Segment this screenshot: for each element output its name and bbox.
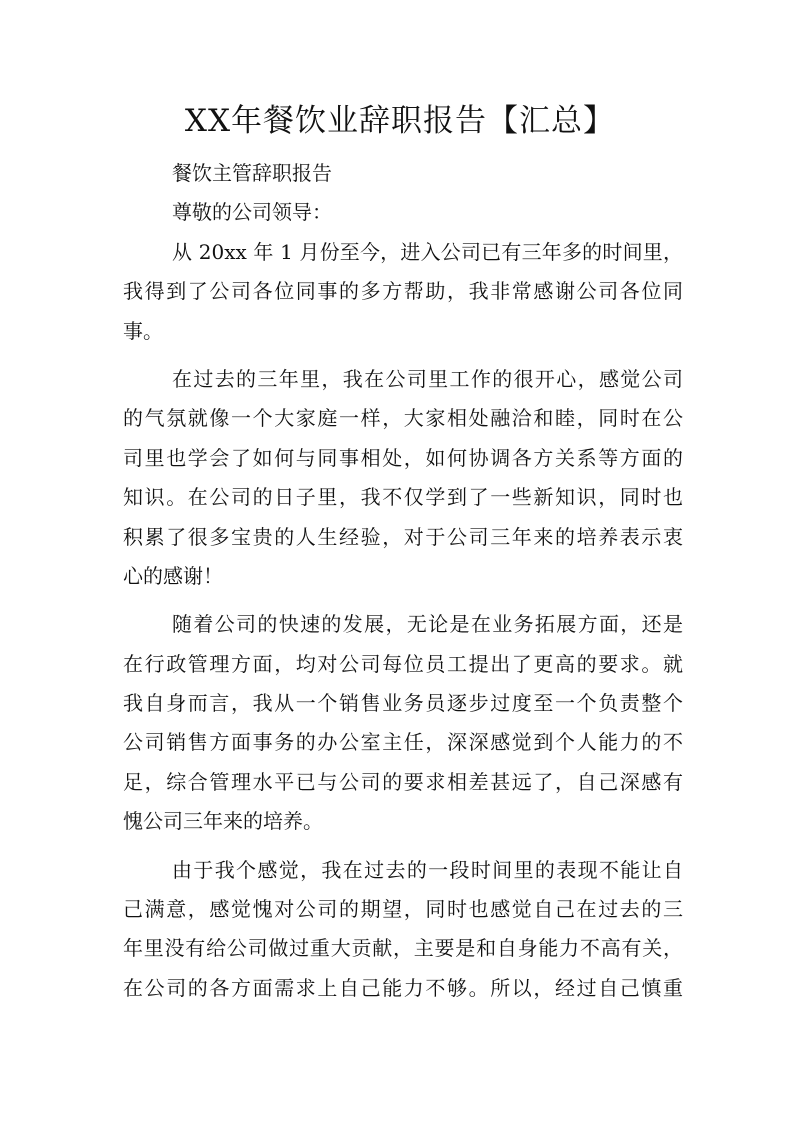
paragraph-line: 公司销售方面事务的办公室主任，深深感觉到个人能力的不 <box>123 730 683 755</box>
paragraph-line: 知识。在公司的日子里，我不仅学到了一些新知识，同时也 <box>123 485 683 510</box>
paragraph-line: 司里也学会了如何与同事相处，如何协调各方关系等方面的 <box>123 445 683 470</box>
paragraph-line: 我自身而言，我从一个销售业务员逐步过度至一个负责整个 <box>123 691 683 716</box>
paragraph <box>123 605 683 841</box>
paragraph-line: 足，综合管理水平已与公司的要求相差甚远了，自己深感有 <box>123 769 683 794</box>
paragraph-line: 在过去的三年里，我在公司里工作的很开心，感觉公司 <box>172 366 683 391</box>
paragraph-line: 年里没有给公司做过重大贡献，主要是和自身能力不高有关， <box>123 936 683 961</box>
document-subtitle: 餐饮主管辞职报告 <box>172 161 332 185</box>
salutation: 尊敬的公司领导： <box>172 200 332 225</box>
paragraph-line: 事。 <box>123 318 163 343</box>
document-body <box>123 154 683 1008</box>
document-title: XX年餐饮业辞职报告【汇总】 <box>184 103 616 139</box>
paragraph <box>123 851 683 1009</box>
paragraph-line: 由于我个感觉，我在过去的一段时间里的表现不能让自 <box>172 857 683 882</box>
paragraph <box>123 233 683 351</box>
paragraph-line: 从 20xx 年 1 月份至今，进入公司已有三年多的时间里， <box>172 239 683 264</box>
paragraph-line: 己满意，感觉愧对公司的期望，同时也感觉自己在过去的三 <box>123 897 683 922</box>
paragraph-line: 愧公司三年来的培养。 <box>123 809 323 834</box>
paragraph-line: 积累了很多宝贵的人生经验，对于公司三年来的培养表示衷 <box>123 524 683 549</box>
paragraph-line: 心的感谢！ <box>123 563 223 588</box>
paragraph-line: 的气氛就像一个大家庭一样，大家相处融洽和睦，同时在公 <box>123 406 683 431</box>
paragraph-line: 我得到了公司各位同事的多方帮助，我非常感谢公司各位同 <box>123 279 683 304</box>
paragraph <box>123 360 683 596</box>
paragraph-line: 在行政管理方面，均对公司每位员工提出了更高的要求。就 <box>123 651 683 676</box>
paragraph-line: 随着公司的快速的发展，无论是在业务拓展方面，还是 <box>172 612 683 637</box>
paragraph-line: 在公司的各方面需求上自己能力不够。所以，经过自己慎重 <box>123 975 683 1000</box>
